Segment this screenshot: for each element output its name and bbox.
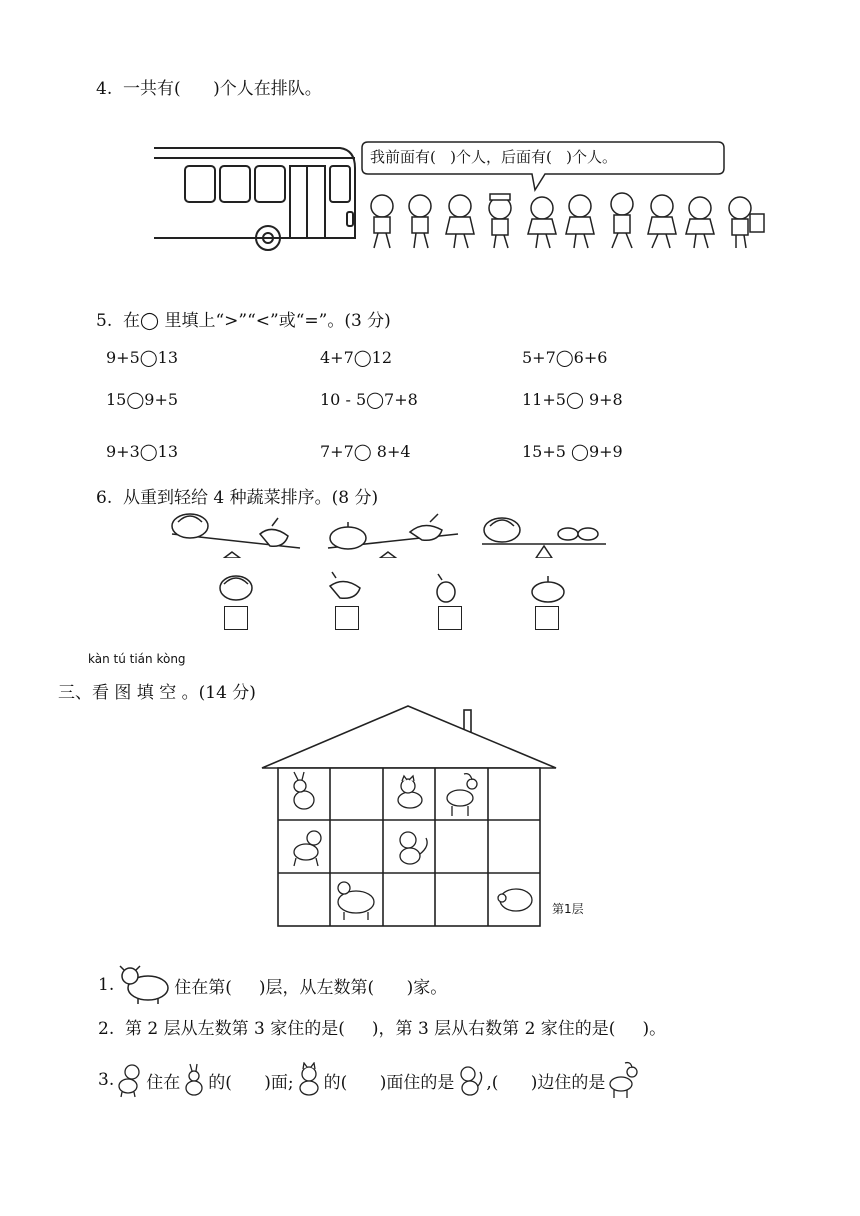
radish-icon <box>260 518 288 546</box>
floor-1-label: 第1层 <box>552 902 584 916</box>
compare-item: 10 - 5◯7+8 <box>320 390 418 409</box>
dog-icon <box>116 1062 144 1098</box>
compare-item: 7+7◯ 8+4 <box>320 442 411 461</box>
compare-item: 11+5◯ 9+8 <box>522 390 623 409</box>
s3q3-text-b: 的( )面; <box>208 1072 294 1093</box>
queue-children <box>371 193 764 248</box>
child-icon <box>648 195 676 248</box>
s3q3-text-c: 的( )面住的是 <box>323 1072 455 1093</box>
cabbage-icon <box>484 518 520 542</box>
answer-box-radish[interactable] <box>335 606 359 630</box>
bus-icon <box>154 148 355 250</box>
s3-question-3 <box>98 1060 641 1100</box>
s3q1-number: 1. <box>98 975 115 995</box>
vegetable-row <box>210 570 580 606</box>
s3-question-2: 2. 第 2 层从左数第 3 家住的是( )，第 3 层从右数第 2 家住的是( )。 <box>98 1019 667 1039</box>
s3q1-text: 住在第( )层，从左数第( )家。 <box>174 977 448 998</box>
compare-item: 5+7◯6+6 <box>522 348 608 367</box>
pumpkin-icon <box>532 576 564 602</box>
child-icon <box>446 195 474 248</box>
answer-box-cabbage[interactable] <box>224 606 248 630</box>
cow-icon <box>116 964 172 1006</box>
radish-icon <box>330 572 360 598</box>
rabbit-icon <box>182 1062 206 1098</box>
cabbage-icon <box>172 514 208 538</box>
cabbage-icon <box>220 576 252 600</box>
s3-question-1 <box>98 964 447 1006</box>
eggplant-icon <box>558 528 598 540</box>
child-icon <box>611 193 633 248</box>
s3q3-text-a: 住在 <box>146 1072 181 1093</box>
s3q3-text-d: ,( )边住的是 <box>486 1072 606 1093</box>
compare-item: 9+5◯13 <box>106 348 179 367</box>
seesaw-2 <box>328 514 458 558</box>
eggplant-icon <box>437 574 455 602</box>
child-icon <box>489 194 511 248</box>
q5-text: 5. 在◯ 里填上“>”“<”或“=”。(3 分) <box>96 311 391 331</box>
child-icon <box>528 197 556 248</box>
speech-bubble-text: 我前面有( )个人，后面有( )个人。 <box>370 148 618 166</box>
bus-queue-illustration <box>150 128 790 258</box>
monkey-icon <box>456 1062 484 1098</box>
compare-item: 15+5 ◯9+9 <box>522 442 623 461</box>
seesaw-3 <box>482 518 606 558</box>
answer-box-eggplant[interactable] <box>438 606 462 630</box>
cat-icon <box>296 1062 322 1098</box>
q4-text: 4. 一共有( )个人在排队。 <box>96 79 322 99</box>
child-icon <box>686 197 714 248</box>
seesaw-illustrations <box>160 508 620 558</box>
s3q3-number: 3. <box>98 1070 115 1090</box>
pumpkin-icon <box>330 522 366 549</box>
child-icon <box>409 195 431 248</box>
compare-item: 9+3◯13 <box>106 442 179 461</box>
section3-pinyin: kàn tú tián kòng <box>88 652 186 666</box>
child-icon <box>566 195 594 248</box>
animal-house <box>258 702 608 932</box>
seesaw-1 <box>172 514 300 558</box>
child-icon <box>371 195 393 248</box>
compare-item: 15◯9+5 <box>106 390 179 409</box>
answer-box-pumpkin[interactable] <box>535 606 559 630</box>
radish-icon <box>410 514 442 540</box>
goat-icon <box>607 1060 641 1100</box>
section3-title: 三、看 图 填 空 。(14 分) <box>58 683 256 703</box>
compare-item: 4+7◯12 <box>320 348 393 367</box>
q6-text: 6. 从重到轻给 4 种蔬菜排序。(8 分) <box>96 488 379 508</box>
child-icon <box>729 197 764 248</box>
